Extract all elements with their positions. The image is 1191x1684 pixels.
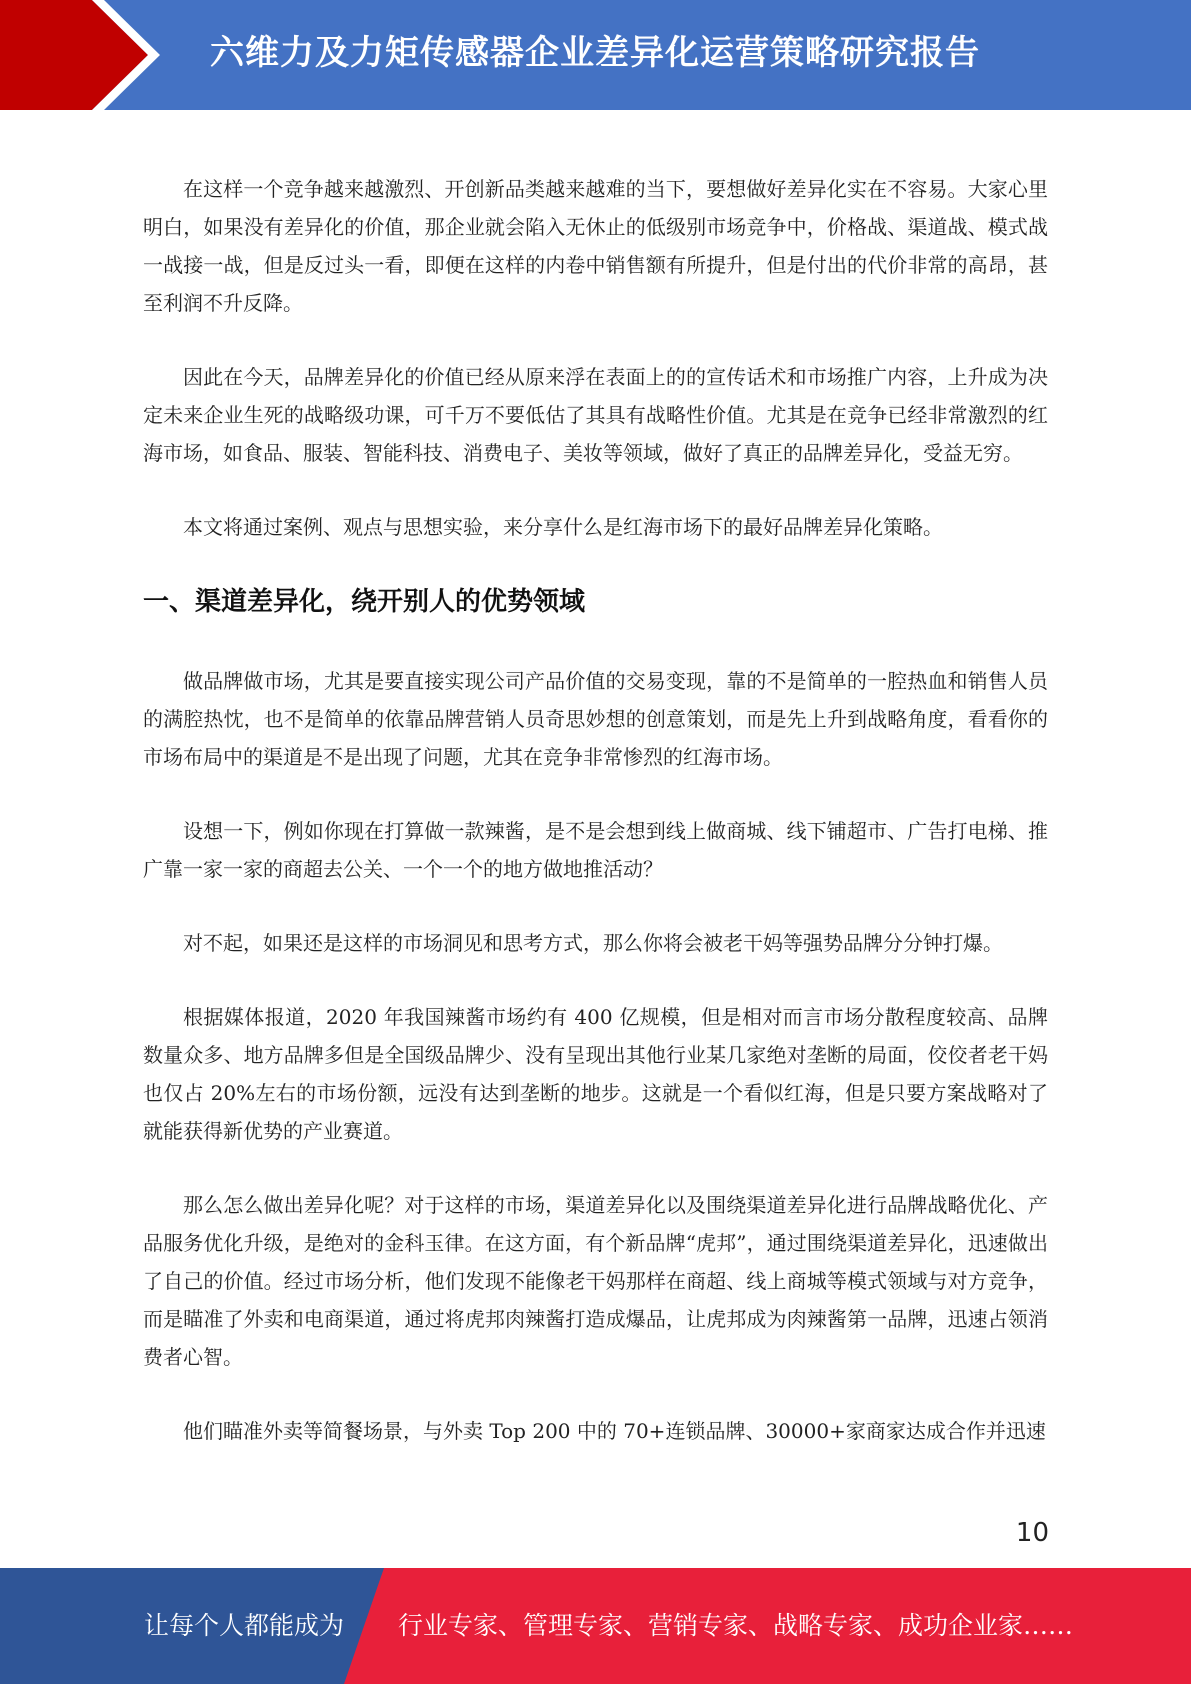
section-heading: 一、渠道差异化，绕开别人的优势领域	[143, 587, 586, 617]
paragraph: 对不起，如果还是这样的市场洞见和思考方式，那么你将会被老干妈等强势品牌分分钟打爆。	[183, 931, 1003, 955]
paragraph: 那么怎么做出差异化呢？对于这样的市场，渠道差异化以及围绕渠道差异化进行品牌战略优化、产品服务优化升级，是绝对的金科玉律。在这方面，有个新品牌“虎邦”，通过围绕渠道差异化，迅速做出了自己的价值。经过市场分析，他们发现不能像老干妈那样在商超、线上商城等模式领域与对方竞争，而是瞄准了外卖和电商渠道，通过将虎邦肉辣酱打造成爆品，让虎邦成为肉辣酱第一品牌，迅速占领消费者心智。	[143, 1193, 1048, 1369]
paragraph: 本文将通过案例、观点与思想实验，来分享什么是红海市场下的最好品牌差异化策略。	[183, 515, 943, 539]
page-header	[0, 0, 1191, 110]
report-title: 六维力及力矩传感器企业差异化运营策略研究报告	[210, 33, 980, 73]
paragraph: 在这样一个竞争越来越激烈、开创新品类越来越难的当下，要想做好差异化实在不容易。大家心里明白，如果没有差异化的价值，那企业就会陷入无休止的低级别市场竞争中，价格战、渠道战、模式战一战接一战，但是反过头一看，即便在这样的内卷中销售额有所提升，但是付出的代价非常的高昂，甚至利润不升反降。	[143, 177, 1048, 315]
page-number: 10	[1015, 1518, 1049, 1548]
paragraph: 做品牌做市场，尤其是要直接实现公司产品价值的交易变现，靠的不是简单的一腔热血和销售人员的满腔热忱，也不是简单的依靠品牌营销人员奇思妙想的创意策划，而是先上升到战略角度，看看你的市场布局中的渠道是不是出现了问题，尤其在竞争非常惨烈的红海市场。	[143, 669, 1048, 769]
paragraph: 他们瞄准外卖等简餐场景，与外卖 Top 200 中的 70+连锁品牌、30000+家商家达成合作并迅速	[183, 1419, 1046, 1443]
paragraph: 因此在今天，品牌差异化的价值已经从原来浮在表面上的的宣传话术和市场推广内容，上升成为决定未来企业生死的战略级功课，可千万不要低估了其具有战略性价值。尤其是在竞争已经非常激烈的红海市场，如食品、服装、智能科技、消费电子、美妆等领域，做好了真正的品牌差异化，受益无穷。	[143, 365, 1048, 465]
paragraph: 根据媒体报道，2020 年我国辣酱市场约有 400 亿规模，但是相对而言市场分散程度较高、品牌数量众多、地方品牌多但是全国级品牌少、没有呈现出其他行业某几家绝对垄断的局面，佼佼者老干妈也仅占 20%左右的市场份额，远没有达到垄断的地步。这就是一个看似红海，但是只要方案战略对了就能获得新优势的产业赛道。	[143, 1005, 1048, 1143]
page-body	[143, 170, 1048, 1486]
footer-slogan-right: 行业专家、管理专家、营销专家、战略专家、成功企业家……	[398, 1611, 1074, 1640]
page-footer	[0, 1568, 1191, 1684]
paragraph: 设想一下，例如你现在打算做一款辣酱，是不是会想到线上做商城、线下铺超市、广告打电梯、推广靠一家一家的商超去公关、一个一个的地方做地推活动？	[143, 819, 1048, 881]
footer-slogan-left: 让每个人都能成为	[144, 1611, 345, 1640]
